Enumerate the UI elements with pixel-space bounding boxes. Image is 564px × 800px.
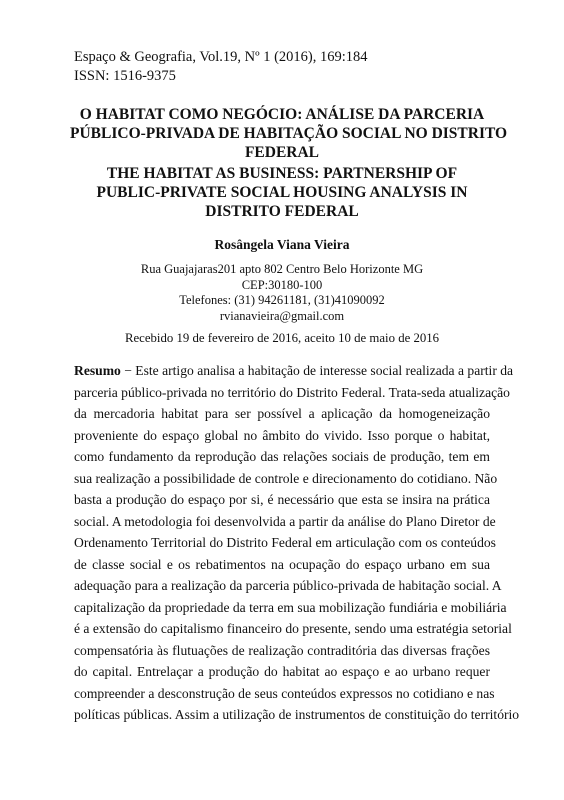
abstract-line: do capital. Entrelaçar a produção do habitat ao espaço e ao urbano requer bbox=[74, 664, 490, 679]
title-pt-line: O HABITAT COMO NEGÓCIO: ANÁLISE DA PARCERIA bbox=[79, 106, 485, 123]
abstract-line: social. A metodologia foi desenvolvida a partir da análise do Plano Diretor de bbox=[74, 513, 496, 529]
abstract-first-line: − Este artigo analisa a habitação de interesse social realizada a partir da bbox=[120, 363, 514, 378]
abstract-line: Ordenamento Territorial do Distrito Federal em articulação com os conteúdos bbox=[74, 535, 496, 550]
title-pt-line: FEDERAL bbox=[244, 144, 320, 161]
abstract-line: sua realização a possibilidade de controle e direcionamento do cotidiano. Não bbox=[74, 470, 498, 486]
abstract-line: políticas públicas. Assim a utilização de instrumentos de constituição do território bbox=[74, 707, 520, 722]
author-email[interactable]: rvianavieira@gmail.com bbox=[219, 308, 345, 323]
postal-code: CEP:30180-100 bbox=[241, 277, 323, 292]
abstract-line bbox=[74, 360, 514, 382]
abstract bbox=[74, 360, 520, 726]
title-en-line: DISTRITO FEDERAL bbox=[205, 203, 359, 220]
journal-citation: Espaço & Geografia, Vol.19, Nº 1 (2016), 169:184 bbox=[74, 49, 368, 65]
phone-numbers: Telefones: (31) 94261181, (31)41090092 bbox=[179, 293, 385, 307]
author-name: Rosângela Viana Vieira bbox=[214, 237, 350, 252]
author-address bbox=[70, 262, 494, 324]
abstract-line: parceria público-privada no território do Distrito Federal. Trata-seda atualização bbox=[74, 384, 510, 400]
abstract-line: compensatória às flutuações de realização contraditória das diversas frações bbox=[74, 642, 490, 658]
address-line: Rua Guajajaras201 apto 802 Centro Belo Horizonte MG bbox=[140, 262, 424, 276]
abstract-line: capitalização da propriedade da terra em sua mobilização fundiária e mobiliária bbox=[74, 599, 507, 615]
title-en-line: PUBLIC-PRIVATE SOCIAL HOUSING ANALYSIS IN bbox=[96, 184, 468, 201]
received-dates: Recebido 19 de fevereiro de 2016, aceito 10 de maio de 2016 bbox=[124, 331, 440, 345]
abstract-line: como fundamento da reprodução das relações sociais de produção, tem em bbox=[74, 449, 490, 464]
title-pt-line: PÚBLICO-PRIVADA DE HABITAÇÃO SOCIAL NO DISTRITO bbox=[70, 125, 508, 142]
abstract-line: adequação para a realização da parceria público-privada de habitação social. A bbox=[74, 578, 502, 593]
abstract-line: basta a produção do espaço por si, é necessário que esta se insira na prática bbox=[74, 492, 490, 507]
title-english bbox=[70, 164, 494, 221]
abstract-label: Resumo bbox=[74, 363, 121, 378]
abstract-line: é a extensão do capitalismo financeiro do presente, sendo uma estratégia setorial bbox=[74, 621, 512, 636]
title-en-line: THE HABITAT AS BUSINESS: PARTNERSHIP OF bbox=[106, 165, 458, 182]
abstract-line: proveniente do espaço global no âmbito do vivido. Isso porque o habitat, bbox=[74, 427, 490, 443]
title-portuguese bbox=[70, 105, 508, 162]
journal-header bbox=[74, 48, 368, 86]
abstract-line: da mercadoria habitat para ser possível a aplicação da homogeneização bbox=[74, 406, 490, 421]
abstract-line: de classe social e os rebatimentos na ocupação do espaço urbano em sua bbox=[74, 556, 490, 572]
abstract-line: compreender a desconstrução de seus conteúdos expressos no cotidiano e nas bbox=[74, 685, 495, 701]
journal-issn: ISSN: 1516-9375 bbox=[74, 68, 176, 84]
